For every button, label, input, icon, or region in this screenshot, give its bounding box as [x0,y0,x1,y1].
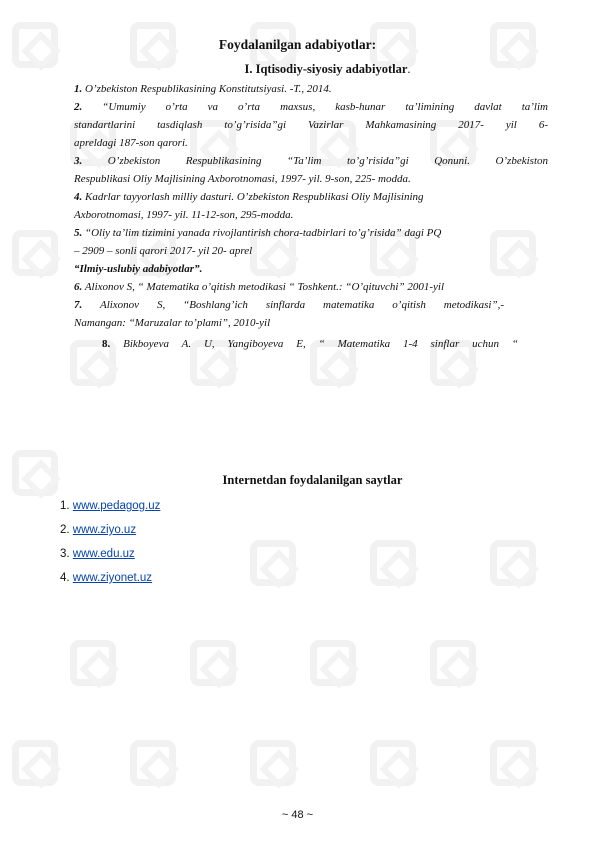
watermark-icon [310,640,356,686]
watermark-icon [190,640,236,686]
link-ziyonet[interactable]: www.ziyonet.uz [72,572,153,584]
item-text: Namangan: “Maruzalar to’plami”, 2010-yil [74,317,271,329]
item-number: 4. [74,191,83,203]
link-row-4 [60,572,152,584]
watermark-icon [130,740,176,786]
reference-item-7 [74,296,548,332]
item-text: Axborotnomasi, 1997- yil. 11-12-son, 295-modda. [74,209,294,221]
reference-item-3 [74,152,548,188]
link-number: 4. [60,572,70,584]
item-text: Respublikasi Oliy Majlisining Axborotnomasi, 1997- yil. 9-son, 225- modda. [74,173,411,185]
item-text: Alixonov S, “Boshlang’ich sinflarda matematika o’qitish metodikasi”,- [99,299,504,311]
watermark-icon [490,540,536,586]
link-row-2 [60,524,136,536]
page-number: ~ 48 ~ [281,809,314,821]
watermark-icon [250,740,296,786]
internet-sources-heading: Internetdan foydalanilgan saytlar [222,473,403,487]
link-pedagog[interactable]: www.pedagog.uz [72,500,161,512]
section-heading-political [60,62,595,77]
link-row-1 [60,500,160,512]
watermark-icon [12,740,58,786]
item-text: Kadrlar tayyorlash milliy dasturi. O’zbekiston Respublikasi Oliy Majlisining [85,191,424,203]
item-number: 5. [74,227,83,239]
watermark-icon [70,640,116,686]
link-number: 1. [60,500,70,512]
item-text: “Umumiy o’rta va o’rta maxsus, kasb-hunar ta’limining davlat ta’lim [102,101,548,113]
item-text: O’zbekiston Respublikasining Konstitutsiyasi. -T., 2014. [85,83,332,95]
link-number: 3. [60,548,70,560]
item-text: O’zbekiston Respublikasining “Ta’lim to’g’risida”gi Qonuni. O’zbekiston [107,155,548,167]
item-number: 6. [74,281,83,293]
section-dot: . [407,62,411,76]
link-edu[interactable]: www.edu.uz [72,548,135,560]
item-number: 8. [102,338,111,350]
watermark-icon [370,740,416,786]
item-text: “Oliy ta’lim tizimini yanada rivojlantirish chora-tadbirlari to’g’risida” dagi PQ [85,227,442,239]
page-title: Foydalanilgan adabiyotlar: [218,37,377,52]
link-number: 2. [60,524,70,536]
section-heading-methodical: “Ilmiy-uslubiy adabiyotlar”. [74,263,203,275]
watermark-icon [490,740,536,786]
reference-item-2 [74,98,548,152]
reference-item-5 [74,224,548,260]
reference-item-8 [102,335,518,353]
item-number: 1. [74,83,83,95]
item-text: Bikboyeva A. U, Yangiboyeva E, “ Matematika 1-4 sinflar uchun “ [123,338,519,350]
item-number: 7. [74,299,83,311]
link-ziyo[interactable]: www.ziyo.uz [72,524,137,536]
item-text: standartlarini tasdiqlash to’g’risida”gi Vazirlar Mahkamasining 2017- yil 6- [74,119,548,131]
item-text: Alixonov S, “ Matematika o’qitish metodikasi “ Toshkent.: “O’qituvchi” 2001-yil [84,281,445,293]
section-title: Iqtisodiy-siyosiy adabiyotlar [255,62,408,76]
reference-item-6 [74,278,548,296]
watermark-icon [430,640,476,686]
item-text: apreldagi 187-son qarori. [74,137,188,149]
item-number: 2. [74,101,83,113]
item-text: – 2909 – sonli qarori 2017- yil 20- aprel [74,245,253,257]
watermark-icon [250,540,296,586]
watermark-icon [12,230,58,276]
reference-item-1 [74,80,548,98]
reference-item-4 [74,188,548,224]
link-row-3 [60,548,135,560]
section-number: I. [244,62,253,76]
item-number: 3. [74,155,83,167]
watermark-icon [370,540,416,586]
